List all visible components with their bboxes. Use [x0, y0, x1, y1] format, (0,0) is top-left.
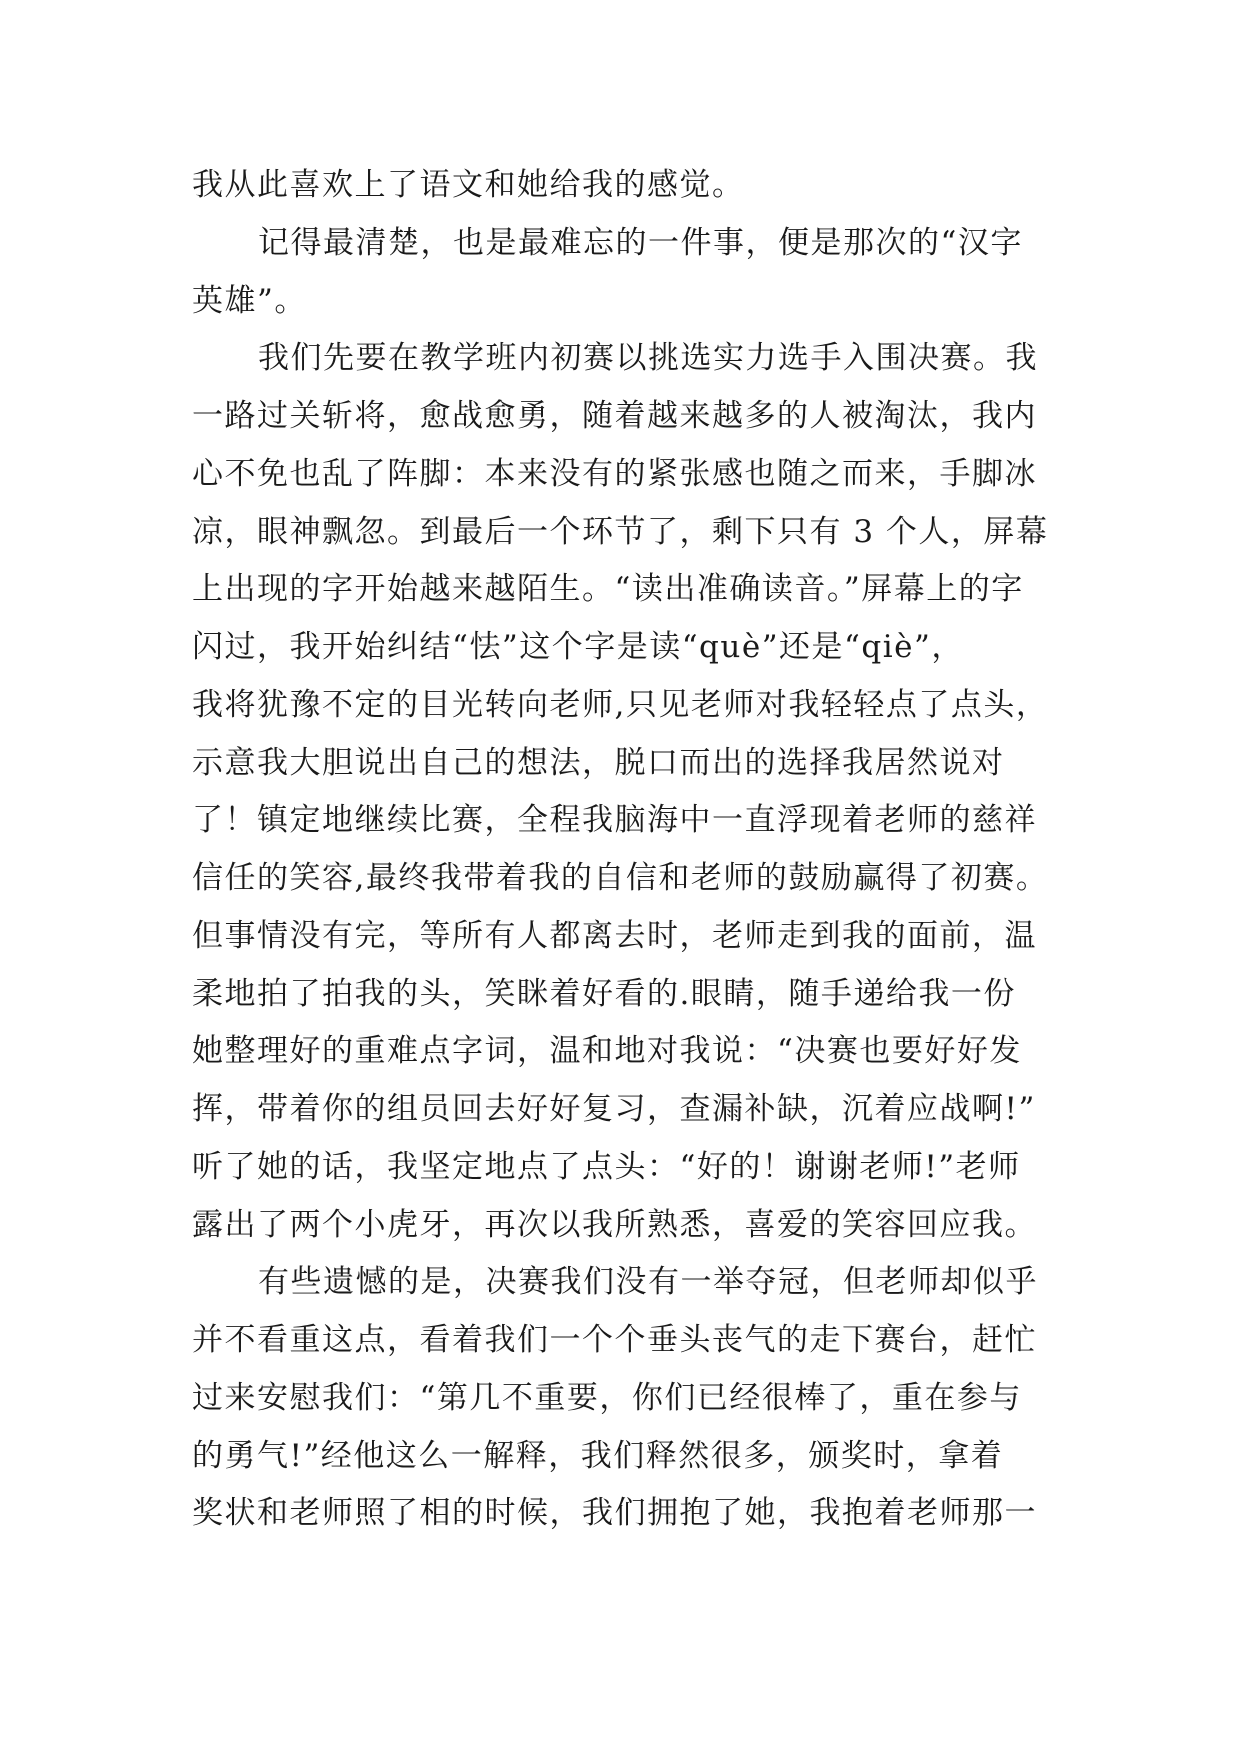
text-line: 心不免也乱了阵脚：本来没有的紧张感也随之而来，手脚冰	[192, 455, 1037, 492]
text-line: 过来安慰我们：“第几不重要，你们已经很棒了，重在参与	[192, 1379, 1022, 1416]
text-line: 柔地拍了拍我的头，笑眯着好看的.眼睛，随手递给我一份	[192, 975, 1016, 1012]
document-body	[192, 157, 1052, 1543]
text-line: 她整理好的重难点字词，温和地对我说：“决赛也要好好发	[192, 1033, 1022, 1070]
text-line: 我们先要在教学班内初赛以挑选实力选手入围决赛。我	[258, 340, 1038, 377]
text-line: 记得最清楚，也是最难忘的一件事，便是那次的“汉字	[258, 224, 1023, 261]
text-line: 露出了两个小虎牙，再次以我所熟悉，喜爱的笑容回应我。	[192, 1206, 1037, 1243]
text-line: 但事情没有完，等所有人都离去时，老师走到我的面前，温	[192, 917, 1037, 954]
text-line: 信任的笑容,最终我带着我的自信和老师的鼓励赢得了初赛。	[192, 860, 1049, 896]
text-line: 的勇气!”经他这么一解释，我们释然很多，颁奖时，拿着	[192, 1437, 1004, 1474]
text-line: 有些遗憾的是，决赛我们没有一举夺冠，但老师却似乎	[258, 1264, 1038, 1301]
text-line: 挥，带着你的组员回去好好复习，查漏补缺，沉着应战啊!”	[192, 1091, 1036, 1127]
text-line: 凉，眼神飘忽。到最后一个环节了，剩下只有 3 个人，屏幕	[192, 513, 1049, 550]
text-line: 我从此喜欢上了语文和她给我的感觉。	[192, 167, 745, 203]
text-line: 上出现的字开始越来越陌生。“读出准确读音。”屏幕上的字	[192, 571, 1024, 608]
text-line: 英雄”。	[192, 282, 307, 319]
text-line: 并不看重这点，看着我们一个个垂头丧气的走下赛台，赶忙	[192, 1322, 1037, 1358]
text-line: 听了她的话，我坚定地点了点头：“好的！谢谢老师!”老师	[192, 1148, 1021, 1185]
text-line: 示意我大胆说出自己的想法，脱口而出的选择我居然说对	[192, 744, 1005, 781]
text-line: 了！镇定地继续比赛，全程我脑海中一直浮现着老师的慈祥	[192, 802, 1037, 839]
text-line: 一路过关斩将，愈战愈勇，随着越来越多的人被淘汰，我内	[192, 398, 1037, 434]
text-line: 闪过，我开始纠结“怯”这个字是读“què”还是“qiè”，	[192, 629, 964, 665]
text-line: 奖状和老师照了相的时候，我们拥抱了她，我抱着老师那一	[192, 1495, 1037, 1532]
text-line: 我将犹豫不定的目光转向老师,只见老师对我轻轻点了点头，	[192, 686, 1049, 723]
